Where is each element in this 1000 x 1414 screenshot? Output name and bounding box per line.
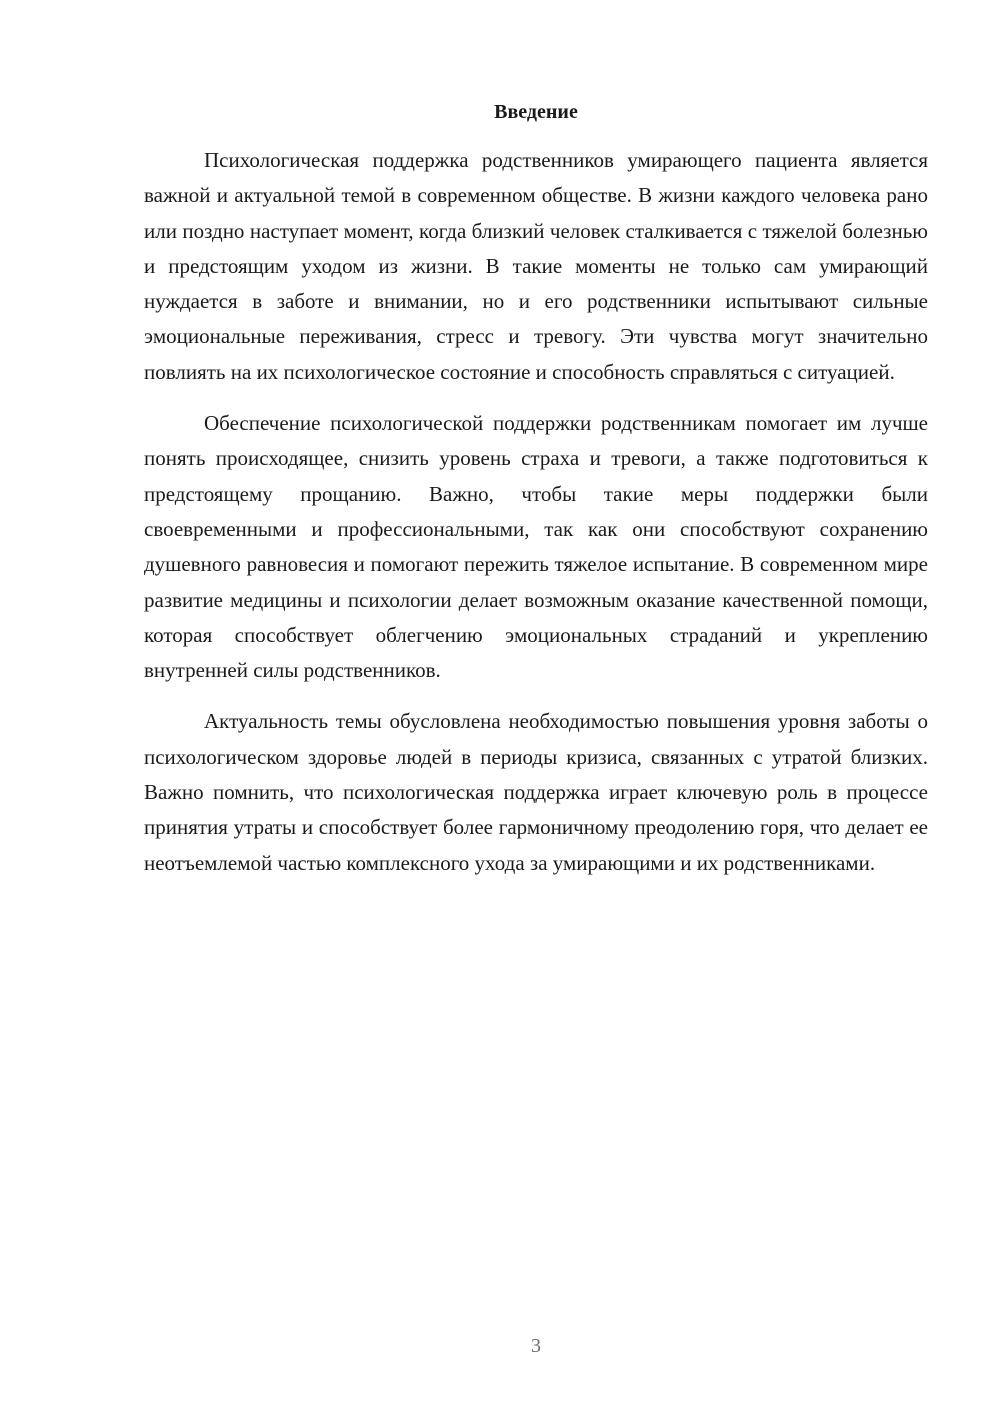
paragraph-2: Обеспечение психологической поддержки родственникам помогает им лучше понять происходящее, снизить уровень страха и тревоги, а также подготовиться к предстоящему прощанию. Важно, чтобы такие меры поддержки были своевременными и профессиональными, так как они способствуют сохранению душевного равновесия и помогают пережить тяжелое испытание. В современном мире развитие медицины и психологии делает возможным оказание качественной помощи, которая способствует облегчению эмоциональных страданий и укреплению внутренней силы родственников. [144, 411, 928, 683]
paragraph-3: Актуальность темы обусловлена необходимостью повышения уровня заботы о психологическом здоровье людей в периоды кризиса, связанных с утратой близких. Важно помнить, что психологическая поддержка играет ключевую роль в процессе принятия утраты и способствует более гармоничному преодолению горя, что делает ее неотъемлемой частью комплексного ухода за умирающими и их родственниками. [144, 709, 928, 875]
page-number: 3 [531, 1335, 541, 1357]
section-heading: Введение [494, 101, 578, 123]
body-text [144, 143, 928, 897]
paragraph-1: Психологическая поддержка родственников умирающего пациента является важной и актуальной темой в современном обществе. В жизни каждого человека рано или поздно наступает момент, когда близкий человек сталкивается с тяжелой болезнью и предстоящим уходом из жизни. В такие моменты не только сам умирающий нуждается в заботе и внимании, но и его родственники испытывают сильные эмоциональные переживания, стресс и тревогу. Эти чувства могут значительно повлиять на их психологическое состояние и способность справляться с ситуацией. [144, 148, 928, 384]
